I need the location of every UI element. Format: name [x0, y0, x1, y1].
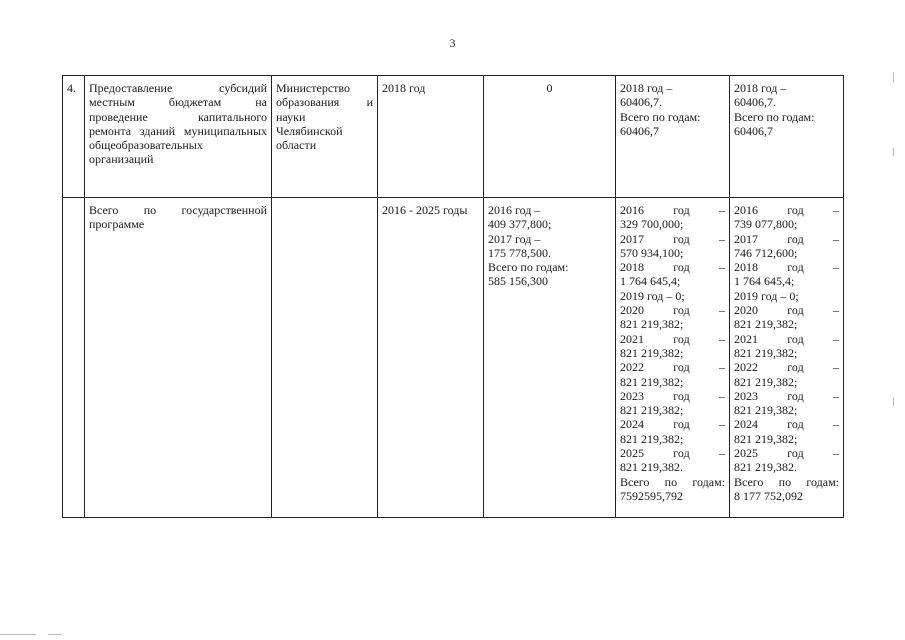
- page-number: 3: [449, 36, 456, 50]
- year-amount: 821 219,382;: [734, 317, 798, 332]
- year-label: 2022 год –: [734, 360, 839, 375]
- year-label: 2020 год –: [620, 303, 725, 318]
- year-amount: 1 764 645,4;: [734, 274, 795, 289]
- year-amount: 821 219,382;: [734, 374, 798, 389]
- year-amount: 821 219,382;: [734, 431, 798, 446]
- federal-funds: 2016 год – 409 377,800; 2017 год – 175 778,500. Всего по годам: 585 156,300: [484, 198, 616, 518]
- year-label: 2021 год –: [620, 331, 725, 346]
- total-funds: [730, 198, 844, 518]
- year-amount: 2019 год – 0;: [620, 288, 685, 303]
- year-amount: 821 219,382;: [620, 345, 684, 360]
- total-funds: 2018 год – 60406,7. Всего по годам: 60406,7: [730, 76, 844, 198]
- budget-table: [62, 75, 844, 518]
- total-value: 7592595,792: [620, 488, 683, 503]
- year-label: 2024 год –: [620, 417, 725, 432]
- total-label: Всего по годам:: [620, 474, 725, 489]
- year-label: 2021 год –: [734, 331, 839, 346]
- year-label: 2020 год –: [734, 303, 839, 318]
- year-amount: 1 764 645,4;: [620, 274, 681, 289]
- year-label: 2017 год –: [734, 231, 839, 246]
- year-amount: 821 219,382;: [620, 317, 684, 332]
- table-row: [63, 198, 844, 518]
- table-row: [63, 76, 844, 198]
- year-label: 2018 год –: [734, 260, 839, 275]
- measure-name: Предоставление субсидий местным бюджетам на проведение капитального ремонта зданий муниципальных общеобразовательных организаций: [85, 76, 272, 198]
- regional-funds: 2018 год – 60406,7. Всего по годам: 60406,7: [616, 76, 730, 198]
- year-amount: 329 700,000;: [620, 217, 684, 232]
- scan-mark: [893, 148, 894, 156]
- row-number: [63, 198, 85, 518]
- year-amount: 821 219,382;: [620, 374, 684, 389]
- year-amount: 821 219,382;: [734, 403, 798, 418]
- year-label: 2016 год –: [620, 203, 725, 217]
- scan-mark: [48, 634, 62, 635]
- year-label: 2022 год –: [620, 360, 725, 375]
- period: 2018 год: [378, 76, 484, 198]
- year-amount: 821 219,382.: [620, 460, 683, 475]
- year-label: 2025 год –: [620, 446, 725, 461]
- year-label: 2017 год –: [620, 231, 725, 246]
- year-amount: 821 219,382;: [734, 345, 798, 360]
- year-amount: 739 077,800;: [734, 217, 798, 232]
- year-label: 2024 год –: [734, 417, 839, 432]
- year-amount: 821 219,382;: [620, 403, 684, 418]
- year-label: 2016 год –: [734, 203, 839, 217]
- row-number: 4.: [63, 76, 85, 198]
- year-amount: 746 712,600;: [734, 245, 798, 260]
- scan-mark: [893, 398, 894, 406]
- scan-mark: [893, 72, 894, 82]
- year-amount: 2019 год – 0;: [734, 288, 799, 303]
- year-label: 2023 год –: [734, 388, 839, 403]
- executor: Министерство образования и науки Челябинской области: [272, 76, 378, 198]
- regional-funds: [616, 198, 730, 518]
- total-label: Всего по годам:: [734, 474, 839, 489]
- scan-mark: [0, 634, 36, 635]
- year-amount: 570 934,100;: [620, 245, 684, 260]
- executor: [272, 198, 378, 518]
- federal-funds: 0: [484, 76, 616, 198]
- year-amount: 821 219,382.: [734, 460, 797, 475]
- period: 2016 - 2025 годы: [378, 198, 484, 518]
- year-label: 2018 год –: [620, 260, 725, 275]
- year-label: 2025 год –: [734, 446, 839, 461]
- year-amount: 821 219,382;: [620, 431, 684, 446]
- total-value: 8 177 752,092: [734, 488, 803, 503]
- year-label: 2023 год –: [620, 388, 725, 403]
- measure-name: Всего по государственной программе: [85, 198, 272, 518]
